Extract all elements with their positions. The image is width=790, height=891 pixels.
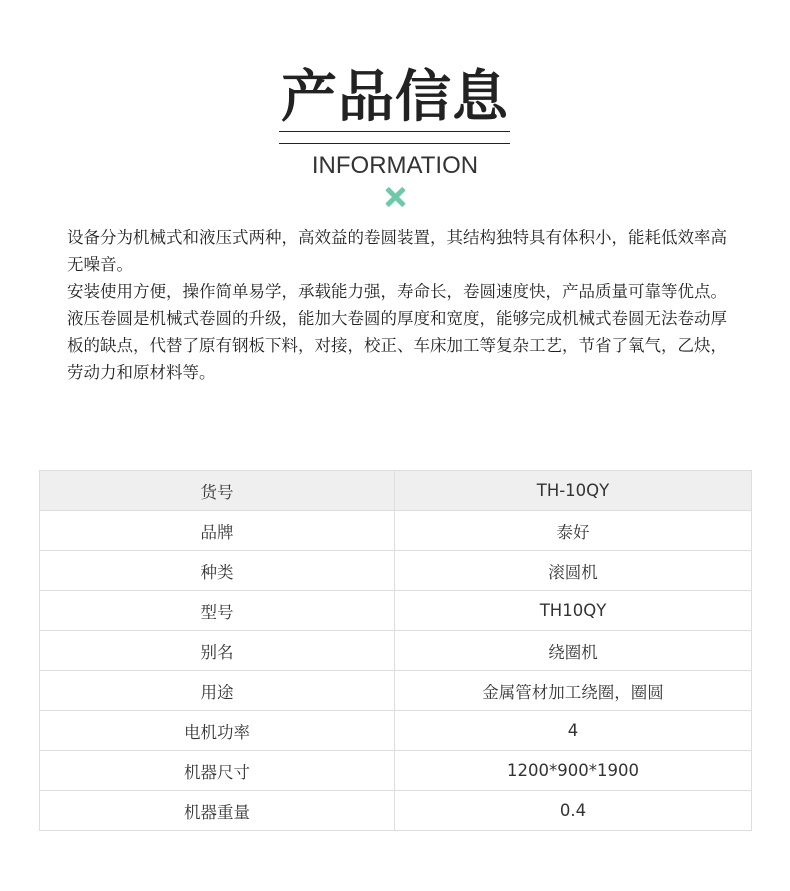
table-cell-label: 用途	[40, 671, 395, 711]
table-cell-label: 机器重量	[40, 791, 395, 831]
table-cell-value: TH-10QY	[395, 471, 752, 511]
page-subtitle: INFORMATION	[311, 152, 479, 179]
table-row	[40, 711, 752, 751]
table-cell-value: 1200*900*1900	[395, 751, 752, 791]
table-cell-value: 金属管材加工绕圈，圈圆	[395, 671, 752, 711]
table-header-row	[40, 471, 752, 511]
table-row	[40, 671, 752, 711]
table-cell-value: 4	[395, 711, 752, 751]
page-title: 产品信息	[281, 65, 509, 130]
intro-paragraph: 安装使用方便，操作简单易学，承载能力强，寿命长，卷圆速度快，产品质量可靠等优点。	[67, 282, 727, 301]
cross-icon	[384, 186, 406, 208]
table-cell-label: 货号	[40, 471, 395, 511]
table-row	[40, 591, 752, 631]
table-cell-value: 泰好	[395, 511, 752, 551]
table-row	[40, 751, 752, 791]
title-rule-top	[279, 131, 510, 132]
table-cell-label: 机器尺寸	[40, 751, 395, 791]
table-cell-label: 品牌	[40, 511, 395, 551]
table-row	[40, 791, 752, 831]
table-cell-label: 型号	[40, 591, 395, 631]
table-cell-value: 滚圆机	[395, 551, 752, 591]
intro-paragraph: 液压卷圆是机械式卷圆的升级，能加大卷圆的厚度和宽度，能够完成机械式卷圆无法卷动厚板的缺点，代替了原有钢板下料，对接，校正、车床加工等复杂工艺，节省了氧气，乙炔，劳动力和原材料等。	[67, 309, 727, 382]
table-cell-label: 电机功率	[40, 711, 395, 751]
table-row	[40, 631, 752, 671]
table-cell-label: 别名	[40, 631, 395, 671]
table-cell-value: TH10QY	[395, 591, 752, 631]
table-cell-value: 0.4	[395, 791, 752, 831]
intro-text	[67, 224, 733, 386]
title-rule-bottom	[279, 143, 510, 144]
table-row	[40, 511, 752, 551]
table-cell-value: 绕圈机	[395, 631, 752, 671]
intro-paragraph: 设备分为机械式和液压式两种，高效益的卷圆装置，其结构独特具有体积小，能耗低效率高无噪音。	[67, 228, 727, 274]
table-row	[40, 551, 752, 591]
spec-table	[39, 470, 752, 831]
table-cell-label: 种类	[40, 551, 395, 591]
section-header	[0, 0, 790, 215]
